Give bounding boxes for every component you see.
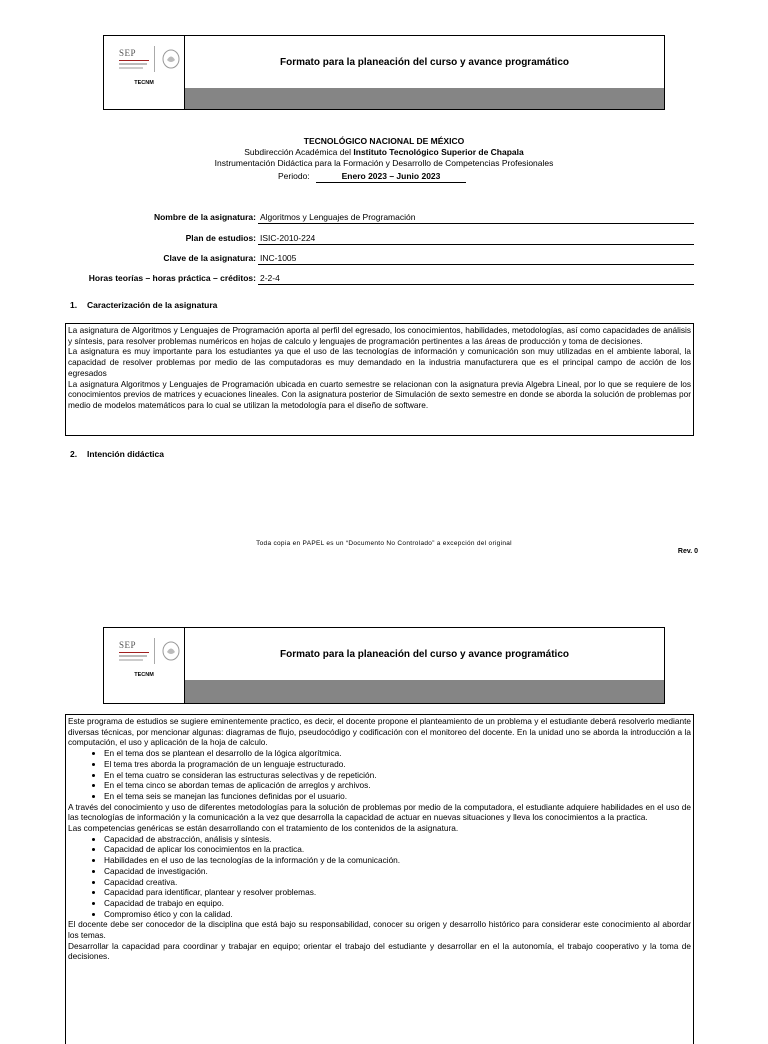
list-item: • En el tema dos se plantean el desarrollo de la lógica algorítmica. (104, 748, 691, 759)
horas-value: 2-2-4 (258, 272, 694, 285)
list-item: • Capacidad para identificar, plantear y resolver problemas. (104, 887, 691, 898)
tecnm-caption: TECNM (134, 80, 154, 86)
list-item: • Capacidad de aplicar los conocimientos en la practica. (104, 844, 691, 855)
logo-line (119, 60, 149, 61)
sep-logo: SEP (119, 640, 137, 650)
header-title: Formato para la planeación del curso y avance programático (280, 648, 569, 660)
section-1-heading (70, 300, 217, 310)
list-item: • Habilidades en el uso de las tecnologías de la información y de la comunicación. (104, 855, 691, 866)
asignatura-label: Nombre de la asignatura: (153, 212, 256, 222)
plan-value: ISIC-2010-224 (258, 232, 694, 245)
section-2-heading (70, 449, 164, 459)
sep-logo: SEP (119, 48, 137, 58)
logo-line (119, 659, 143, 661)
topics-list (68, 748, 691, 802)
asignatura-value: Algoritmos y Lenguajes de Programación (258, 211, 694, 224)
logo-line (119, 67, 143, 69)
institution-line2: Subdirección Académica del Instituto Tecnológico Superior de Chapala (244, 147, 524, 157)
plan-label: Plan de estudios: (185, 233, 256, 243)
list-item: • Capacidad de trabajo en equipo. (104, 898, 691, 909)
seal-icon (161, 640, 181, 662)
tecnm-caption: TECNM (134, 672, 154, 678)
header-box (103, 35, 665, 110)
section-number: 2. (70, 449, 78, 459)
list-item: • Compromiso ético y con la calidad. (104, 909, 691, 920)
intencion-box (65, 714, 694, 1044)
institution-line3: Instrumentación Didáctica para la Formación y Desarrollo de Competencias Profesionales (214, 158, 554, 168)
logo-block (104, 36, 185, 109)
period-value: Enero 2023 – Junio 2023 (316, 171, 466, 183)
paragraph: Las competencias genéricas se están desarrollando con el tratamiento de los contenidos de la asignatura. (68, 823, 459, 834)
paragraph: La asignatura Algoritmos y Lenguajes de Programación ubicada en cuarto semestre se relacionan con la asignatura previa Algebra Lineal, por lo que se requiere de los conocimientos previos de matrices y ecuaciones lineales. Con la asignatura posterior de Simulación de sexto semestre en donde se aborda la solución de problemas por medio de modelos matemáticos para lo cual se utilizan la metodología para el diseño de software. (68, 378, 691, 410)
seal-icon (161, 48, 181, 70)
horas-label: Horas teorías – horas práctica – créditos: (88, 273, 256, 283)
logo-block (104, 628, 185, 703)
logo-divider (154, 46, 155, 72)
list-item: • El tema tres aborda la programación de un lenguaje estructurado. (104, 759, 691, 770)
logo-line (119, 63, 147, 65)
clave-label: Clave de la asignatura: (163, 253, 256, 263)
caracterizacion-box (65, 323, 694, 436)
paragraph: Desarrollar la capacidad para coordinar y trabajar en equipo; orientar el trabajo del estudiante y desarrollar en el la autonomía, el trabajo cooperativo y la toma de decisiones. (68, 940, 691, 962)
list-item: • En el tema seis se manejan las funciones definidas por el usuario. (104, 791, 691, 802)
list-item: • Capacidad de abstracción, análisis y síntesis. (104, 834, 691, 845)
clave-value: INC-1005 (258, 252, 694, 265)
section-title: Intención didáctica (87, 449, 164, 459)
paragraph: El docente debe ser conocedor de la disciplina que está bajo su responsabilidad, conocer su origen y desarrollo histórico para considerar este conocimiento al abordar los temas. (68, 919, 691, 941)
competencias-list (68, 834, 691, 920)
list-item: • En el tema cinco se abordan temas de aplicación de arreglos y archivos. (104, 780, 691, 791)
period-label: Periodo: (278, 171, 310, 181)
list-item: • Capacidad de investigación. (104, 866, 691, 877)
paragraph: Este programa de estudios se sugiere eminentemente practico, es decir, el docente propone el planteamiento de un problema y el estudiante deberá resolverlo mediante diversas técnicas, por mencionar algunas: diagramas de flujo, pseudocódigo y codificación con el monitoreo del docente. En la unidad uno se aborda la introducción a la computación, el uso y aplicación de la hoja de calculo. (68, 716, 691, 748)
header-box (103, 627, 665, 704)
section-title: Caracterización de la asignatura (87, 300, 218, 310)
logo-divider (154, 638, 155, 664)
logo-line (119, 652, 149, 653)
list-item: • Capacidad creativa. (104, 877, 691, 888)
revision-label: Rev. 0 (677, 548, 698, 555)
list-item: • En el tema cuatro se consideran las estructuras selectivas y de repetición. (104, 770, 691, 781)
footer-note: Toda copia en PAPEL es un “Documento No Controlado” a excepción del original (256, 540, 512, 547)
header-band (185, 680, 664, 703)
institution-name: TECNOLÓGICO NACIONAL DE MÉXICO (303, 136, 465, 146)
paragraph: La asignatura de Algoritmos y Lenguajes de Programación aporta al perfil del egresado, los conocimientos, habilidades, metodologías, así como capacidades de análisis y síntesis, para resolver problemas numéricos en hojas de calculo y lenguajes de programación pertinentes a las áreas de producción y toma de decisiones. (68, 325, 691, 346)
paragraph: A través del conocimiento y uso de diferentes metodologías para la solución de problemas por medio de la computadora, el estudiante adquiere habilidades en el uso de las tecnologías de información y la comunicación a la vez que desarrolla la capacidad de actuar en nuevas situaciones y lleva los conocimientos a la practica. (68, 801, 691, 823)
paragraph: La asignatura es muy importante para los estudiantes ya que el uso de las tecnologías de información y comunicación son muy utilizadas en el ambiente laboral, la capacidad de resolver problemas por medio de las computadoras es muy demandado en la industria manufacturera que es el principal campo de acción de los egresados (68, 346, 691, 378)
header-band (185, 88, 664, 109)
section-number: 1. (70, 300, 78, 310)
logo-line (119, 655, 147, 657)
header-title: Formato para la planeación del curso y avance programático (280, 56, 569, 68)
